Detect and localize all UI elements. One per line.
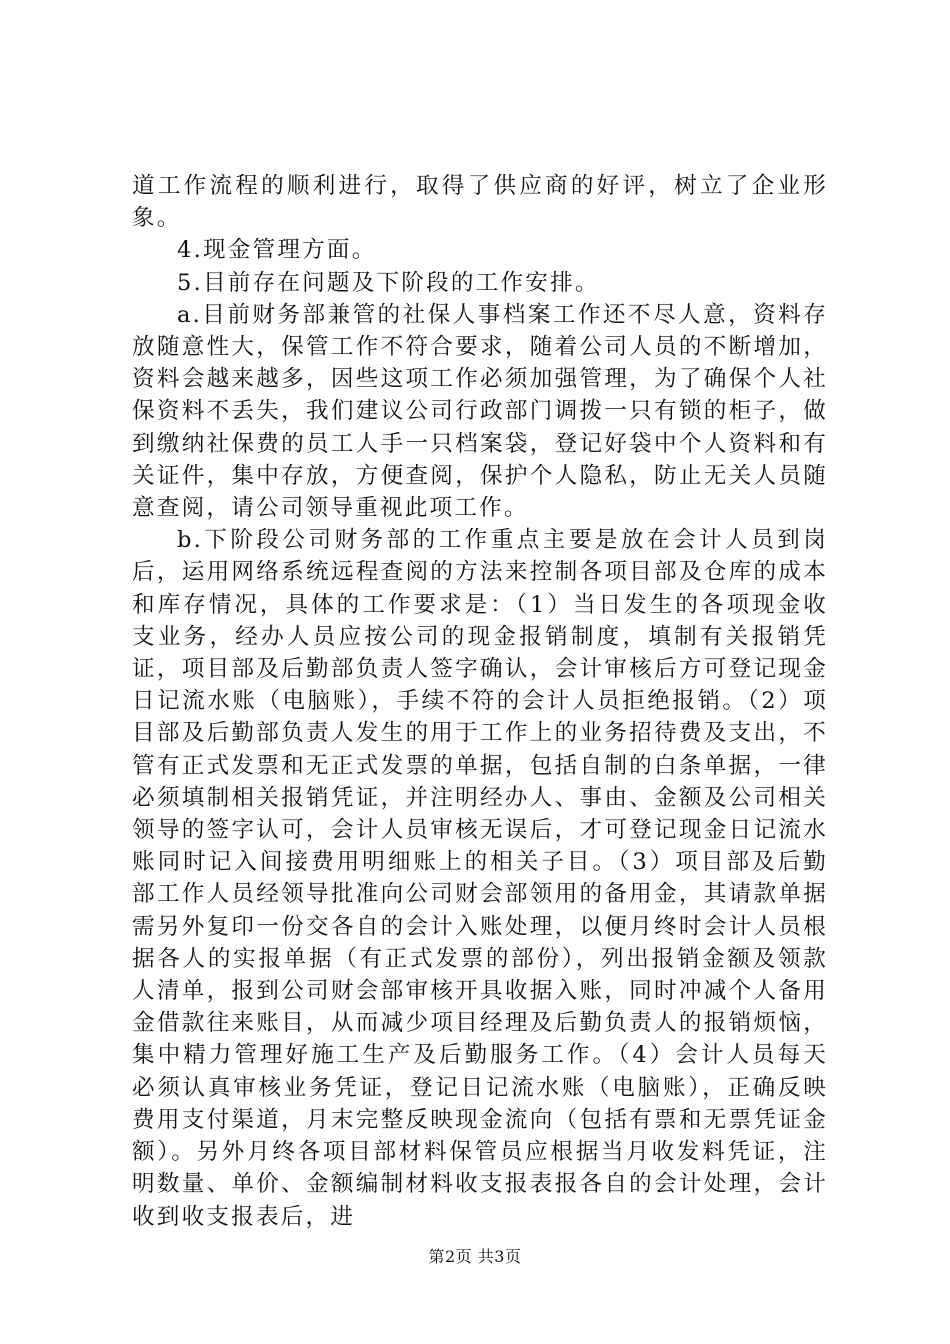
- paragraph-continuation: 道工作流程的顺利进行，取得了供应商的好评，树立了企业形象。: [132, 173, 828, 232]
- paragraph-item-a: a.目前财务部兼管的社保人事档案工作还不尽人意，资料存放随意性大，保管工作不符合要求，随着公司人员的不断增加，资料会越来越多，因些这项工作必须加强管理，为了确保个人社保资料不丢失，我们建议公司行政部门调拨一只有锁的柜子，做到缴纳社保费的员工人手一只档案袋，登记好袋中个人资料和有关证件，集中存放，方便查阅，保护个人隐私，防止无关人员随意查阅，请公司领导重视此项工作。: [132, 301, 828, 522]
- paragraph-item-b: b.下阶段公司财务部的工作重点主要是放在会计人员到岗后，运用网络系统远程查阅的方法来控制各项目部及仓库的成本和库存情况，具体的工作要求是：（1）当日发生的各项现金收支业务，经办人员应按公司的现金报销制度，填制有关报销凭证，项目部及后勤部负责人签字确认，会计审核后方可登记现金日记流水账（电脑账），手续不符的会计人员拒绝报销。（2）项目部及后勤部负责人发生的用于工作上的业务招待费及支出，不管有正式发票和无正式发票的单据，包括自制的白条单据，一律必须填制相关报销凭证，并注明经办人、事由、金额及公司相关领导的签字认可，会计人员审核无误后，才可登记现金日记流水账同时记入间接费用明细账上的相关子目。（3）项目部及后勤部工作人员经领导批准向公司财会部领用的备用金，其请款单据需另外复印一份交各自的会计入账处理，以便月终时会计人员根据各人的实报单据（有正式发票的部份），列出报销金额及领款人清单，报到公司财会部审核开具收据入账，同时冲减个人备用金借款往来账目，从而减少项目经理及后勤负责人的报销烦恼，集中精力管理好施工生产及后勤服务工作。（4）会计人员每天必须认真审核业务凭证，登记日记流水账（电脑账），正确反映费用支付渠道，月末完整反映现金流向（包括有票和无票凭证金额）。另外月终各项目部材料保管员应根据当月收发料凭证，注明数量、单价、金额编制材料收支报表报各自的会计处理，会计收到收支报表后，进: [132, 527, 828, 1230]
- paragraph-cash-management: 4.现金管理方面。: [177, 237, 377, 264]
- paragraph-problems-heading: 5.目前存在问题及下阶段的工作安排。: [177, 269, 600, 296]
- page-footer: 第2页 共3页: [428, 1247, 522, 1266]
- document-body: [132, 170, 828, 1233]
